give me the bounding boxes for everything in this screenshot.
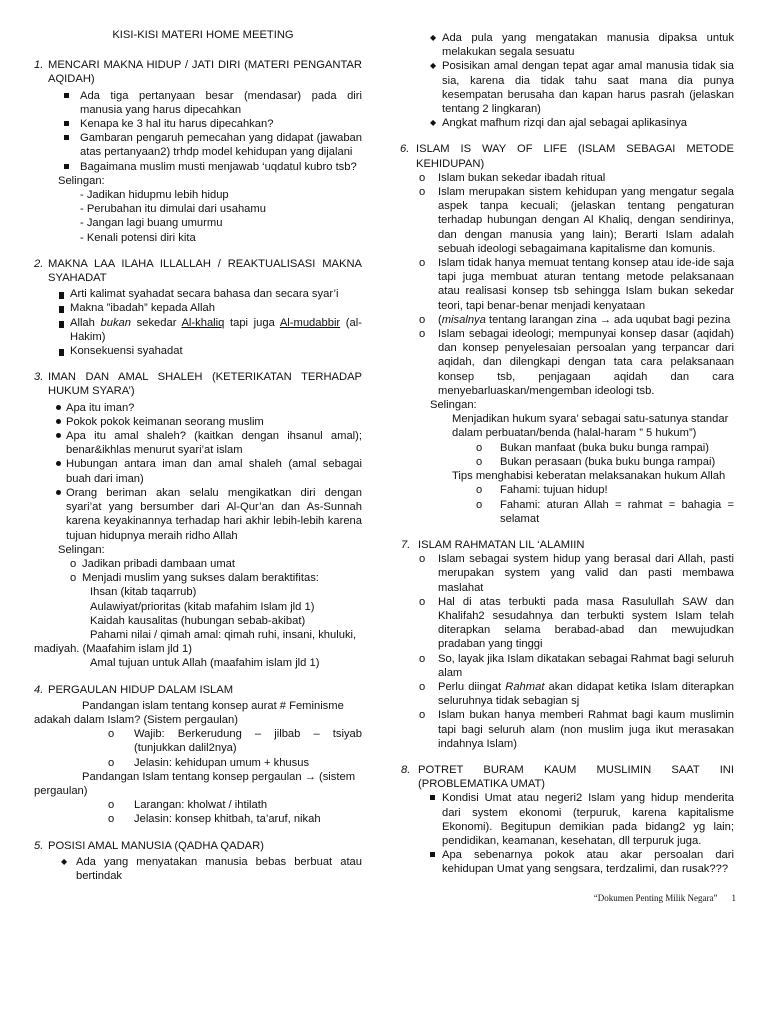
list-item: o Fahami: tujuan hidup! (400, 483, 734, 497)
section-title: ISLAM RAHMATAN LIL ‘ALAMIIN (418, 538, 585, 551)
section-number: 7. (401, 538, 411, 551)
section-2-heading (34, 257, 362, 285)
section-7-heading (400, 538, 734, 552)
list-item: o Larangan: kholwat / ihtilath (34, 798, 362, 812)
text-run: tentang larangan zina → ada uqubat bagi pezina (485, 313, 731, 326)
list-item: ◆ Angkat mafhum rizqi dan ajal sebagai aplikasinya (400, 116, 734, 130)
selingan-item: - Jadikan hidupmu lebih hidup (80, 189, 229, 202)
list-item: Kenapa ke 3 hal itu harus dipecahkan? (34, 117, 362, 131)
section-title: PERGAULAN HIDUP DALAM ISLAM (48, 683, 234, 696)
section-1-list (34, 89, 362, 174)
section-title: MAKNA LAA ILAHA ILLALLAH / REAKTUALISASI MAKNA SYAHADAT (48, 257, 362, 285)
list-item: Kondisi Umat atau negeri2 Islam yang hidup menderita dari system ekonomi (terpuruk, karena kapitalisme Ekonomi). Begitupun demikian pada bidang2 yg lain; pendidikan, keamanan, kesehatan, dll terpuruk juga. (400, 791, 734, 848)
list-item: o Bukan manfaat (buka buku bunga rampai) (400, 441, 734, 455)
page-footer (560, 893, 736, 903)
left-column (34, 28, 362, 883)
paragraph: Menjadikan hukum syara’ sebagai satu-satunya standar dalam perbuatan/benda (halal-haram ” 5 hukum”) (452, 413, 729, 440)
paragraph: Pandangan islam tentang konsep aurat # Feminisme adakah dalam Islam? (Sistem pergaulan) (34, 699, 344, 726)
footer-text: “Dokumen Penting Milik Negara” (593, 893, 718, 903)
section-number: 8. (401, 763, 411, 776)
list-item: Pokok pokok keimanan seorang muslim (34, 415, 362, 429)
list-item: Orang beriman akan selalu mengikatkan diri dengan syari’at yang bersumber dari Al-Qur’an dan As-Sunnah karena keyakinannya terhadap hari akhir lebih-lebih karena tujuan hidupnya meraih ridho Allah (34, 486, 362, 543)
list-item: o Menjadi muslim yang sukses dalam beraktifitas: (34, 571, 362, 585)
list-item: o Islam tidak hanya memuat tentang konsep atau ide-ide saja tapi juga membuat aturan tentang metode pelaksanaan atau realisasi konsep tsb sehingga Islam bukan sekedar teori, tapi benar-benar menjadi kenyataan (400, 256, 734, 313)
list-item: o Wajib: Berkerudung – jilbab – tsiyab (tunjukkan dalil2nya) (34, 727, 362, 755)
list-item (400, 313, 734, 327)
list-item: Apa itu iman? (34, 401, 362, 415)
list-item: o Islam bukan sekedar ibadah ritual (400, 171, 734, 185)
section-number: 3. (34, 371, 44, 384)
section-6-heading (400, 142, 734, 170)
list-item: o Hal di atas terbukti pada masa Rasulullah SAW dan Khalifah2 sesudahnya dan terbukti system Islam telah diterapkan selama berabad-abad dan mewujudkan pradaban yang tinggi (400, 595, 734, 652)
section-8-heading (400, 763, 734, 791)
list-item: Apa itu amal shaleh? (kaitkan dengan ihsanul amal); benar&ikhlas menurut syari’at islam (34, 429, 362, 457)
page-number: 1 (731, 893, 736, 903)
selingan-item: - Jangan lagi buang umurmu (80, 217, 223, 230)
list-item: o Fahami: aturan Allah = rahmat = bahagia = selamat (400, 498, 734, 526)
text-run-italic: bukan (100, 316, 131, 329)
section-8-list (400, 791, 734, 876)
selingan-label: Selingan: (58, 543, 105, 556)
document-title: KISI-KISI MATERI HOME MEETING (112, 29, 294, 41)
section-3-list (34, 401, 362, 543)
section-4-list-a (34, 727, 362, 770)
list-item: o Islam sebagai ideologi; mempunyai konsep dasar (aqidah) dan konsep penyelesaian persoalan yang terpancar dari aqidah, dan dilengkapi dengan tata cara pelaksanaan konsep tsb, penjagaan aqidah dan cara menyebarluaskan/mengemban ideologi tsb. (400, 327, 734, 398)
selingan-list-b (400, 483, 734, 526)
list-item: ◆ Ada yang menyatakan manusia bebas berbuat atau bertindak (34, 855, 362, 883)
list-item: o Islam bukan hanya memberi Rahmat bagi kaum muslimin tapi bagi seluruh alam (non muslim juga ikut merasakan indahnya Islam) (400, 708, 734, 751)
selingan-item: - Perubahan itu dimulai dari usahamu (80, 203, 266, 216)
sub-item: Ihsan (kitab taqarrub) (90, 586, 197, 599)
selingan-list (34, 557, 362, 585)
list-item: Makna ”ibadah” kepada Allah (34, 301, 362, 315)
text-run: akan didapat ketika Islam diterapkan seluruhnya tidak sebagian sj (438, 680, 734, 708)
selingan-item: - Kenali potensi diri kita (80, 231, 196, 244)
section-2-list (34, 287, 362, 358)
list-item: o Islam sebagai system hidup yang berasal dari Allah, pasti merupakan system yang valid dan pasti membawa maslahat (400, 552, 734, 595)
section-5-continued-list (400, 31, 734, 130)
selingan-list-a (400, 441, 734, 469)
list-item: Apa sebenarnya pokok atau akar persoalan dari kehidupan Umat yang sengsara, terdzalimi, dan rusak??? (400, 848, 734, 876)
text-run: Perlu diingat (438, 680, 506, 693)
section-title: MENCARI MAKNA HIDUP / JATI DIRI (MATERI PENGANTAR AQIDAH) (48, 59, 362, 86)
list-item: Arti kalimat syahadat secara bahasa dan secara syar’i (34, 287, 362, 301)
paragraph: Tips menghabisi keberatan melaksanakan hukum Allah (452, 470, 726, 483)
section-title: POTRET BURAM KAUM MUSLIMIN SAAT INI (PROBLEMATIKA UMAT) (418, 763, 734, 791)
text-run-italic: Rahmat (505, 680, 545, 693)
list-item: o Jadikan pribadi dambaan umat (34, 557, 362, 571)
list-item: o Jelasin: konsep khitbah, ta’aruf, nikah (34, 812, 362, 826)
list-item: o So, layak jika Islam dikatakan sebagai Rahmat bagi seluruh alam (400, 652, 734, 680)
text-run: ( (438, 313, 442, 326)
list-item (400, 680, 734, 708)
text-run-underlined: Al-khaliq (181, 316, 225, 329)
list-item: Ada tiga pertanyaan besar (mendasar) pada diri manusia yang harus dipecahkan (34, 89, 362, 117)
section-6-list (400, 171, 734, 398)
selingan-label: Selingan: (58, 174, 105, 187)
right-column (400, 31, 734, 877)
section-title: IMAN DAN AMAL SHALEH (KETERIKATAN TERHADAP HUKUM SYARA’) (48, 371, 362, 398)
list-item: o Jelasin: kehidupan umum + khusus (34, 756, 362, 770)
section-title: POSISI AMAL MANUSIA (QADHA QADAR) (48, 839, 264, 852)
section-number: 5. (34, 839, 44, 852)
section-number: 6. (400, 143, 410, 156)
section-5-list (34, 855, 362, 883)
text-run: tapi juga (224, 316, 280, 329)
sub-item: Aulawiyat/prioritas (kitab mafahim Islam jld 1) (90, 600, 315, 613)
list-item: Hubungan antara iman dan amal shaleh (amal sebagai buah dari iman) (34, 457, 362, 485)
list-item: Gambaran pengaruh pemecahan yang didapat (jawaban atas pertanyaan2) trhdp model kehidupan yang dijalani (34, 131, 362, 159)
list-item: ◆ Posisikan amal dengan tepat agar amal manusia tidak sia sia, karena dia tidak tahu saat mana dia punya kesempatan berusaha dan kapan harus pasrah (jelaskan tentang 2 lingkaran) (400, 59, 734, 116)
list-item (34, 316, 362, 344)
section-4-heading (34, 683, 362, 697)
section-1-heading (34, 58, 362, 86)
list-item: Konsekuensi syahadat (34, 344, 362, 358)
text-run: sekedar (131, 316, 182, 329)
sub-item: Amal tujuan untuk Allah (maafahim islam jld 1) (90, 657, 320, 670)
list-item: Bagaimana muslim musti menjawab ‘uqdatul kubro tsb? (34, 160, 362, 174)
list-item: o Bukan perasaan (buka buku bunga rampai) (400, 455, 734, 469)
section-3-heading (34, 370, 362, 398)
selingan-label: Selingan: (430, 399, 477, 412)
text-run-underlined: Al-mudabbir (279, 316, 341, 329)
section-5-heading (34, 839, 362, 853)
text-run: (al-Hakim) (70, 316, 362, 343)
section-number: 4. (34, 683, 44, 696)
text-run: Allah (70, 316, 101, 329)
sub-item: Kaidah kausalitas (hubungan sebab-akibat) (90, 614, 306, 627)
list-item: ◆ Ada pula yang mengatakan manusia dipaksa untuk melakukan segala sesuatu (400, 31, 734, 59)
text-run-italic: misalnya (441, 313, 486, 326)
list-item: o Islam merupakan sistem kehidupan yang mengatur segala aspek tanpa kecuali; (jelaskan tentang pengaturan terhadap hubungan dengan Al Khaliq, dengan sendirinya, dan dengan manusia yang lain); Berarti Islam adalah sebuah ideologi sebagaimana kapitalisme dan komunis. (400, 185, 734, 256)
sub-item: Pahami nilai / qimah amal: qimah ruhi, insani, khuluki, madiyah. (Maafahim islam jld 1) (34, 628, 357, 656)
section-7-list (400, 552, 734, 751)
section-number: 1. (34, 59, 44, 72)
section-4-list-b (34, 798, 362, 826)
section-title: ISLAM IS WAY OF LIFE (ISLAM SEBAGAI METODE KEHIDUPAN) (416, 143, 734, 170)
paragraph: Pandangan Islam tentang konsep pergaulan → (sistem pergaulan) (34, 770, 356, 797)
section-number: 2. (34, 257, 44, 270)
